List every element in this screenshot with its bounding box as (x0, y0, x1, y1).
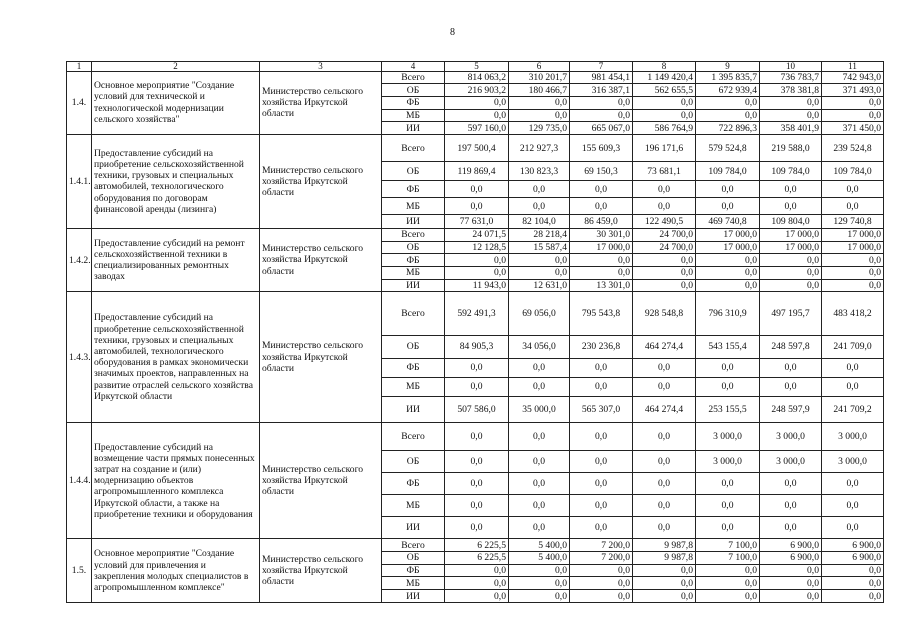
value-cell: 0,0 (760, 254, 822, 267)
section-description: Основное мероприятие "Создание условий для привлечения и закрепления молодых специалистов в агропромышленном комплексе" (92, 539, 260, 603)
funding-source: ФБ (382, 564, 445, 577)
value-cell: 9 987,8 (633, 539, 696, 552)
value-cell: 0,0 (633, 517, 696, 539)
value-cell: 0,0 (570, 181, 633, 198)
value-cell: 109 804,0 (760, 215, 822, 229)
funding-source: МБ (382, 109, 445, 122)
value-cell: 34 056,0 (509, 335, 570, 358)
value-cell: 7 200,0 (570, 552, 633, 565)
section-description: Предоставление субсидий на приобретение сельскохозяйственной техники, грузовых и специальных автомобилей, технологического оборудования в рамках экономически значимых проектов, направленных на развитие отраслей сельского хозяйства Иркутской области (92, 292, 260, 423)
funding-source: ОБ (382, 552, 445, 565)
value-cell: 0,0 (822, 472, 884, 494)
funding-source: Всего (382, 423, 445, 450)
value-cell: 0,0 (696, 564, 760, 577)
value-cell: 24 700,0 (633, 241, 696, 254)
funding-source: ОБ (382, 241, 445, 254)
value-cell: 17 000,0 (696, 228, 760, 241)
funding-source: Всего (382, 539, 445, 552)
value-cell: 241 709,0 (822, 335, 884, 358)
section-code: 1.4. (67, 71, 92, 134)
value-cell: 1 395 835,7 (696, 71, 760, 84)
value-cell: 24 071,5 (445, 228, 509, 241)
value-cell: 0,0 (822, 564, 884, 577)
value-cell: 0,0 (633, 358, 696, 377)
funding-source: МБ (382, 377, 445, 396)
value-cell: 0,0 (445, 472, 509, 494)
value-cell: 3 000,0 (822, 423, 884, 450)
funding-source: ОБ (382, 335, 445, 358)
value-cell: 0,0 (633, 495, 696, 517)
funding-source: ИИ (382, 122, 445, 135)
value-cell: 0,0 (760, 279, 822, 292)
section-description: Предоставление субсидий на ремонт сельскохозяйственной техники в специализированных ремонтных заводах (92, 228, 260, 291)
value-cell: 0,0 (822, 377, 884, 396)
section-responsible: Министерство сельского хозяйства Иркутской области (260, 134, 382, 228)
value-cell: 86 459,0 (570, 215, 633, 229)
value-cell: 0,0 (696, 590, 760, 603)
value-cell: 0,0 (696, 181, 760, 198)
value-cell: 17 000,0 (570, 241, 633, 254)
value-cell: 0,0 (760, 358, 822, 377)
value-cell: 30 301,0 (570, 228, 633, 241)
value-cell: 129 740,8 (822, 215, 884, 229)
value-cell: 6 900,0 (822, 539, 884, 552)
value-cell: 469 740,8 (696, 215, 760, 229)
budget-table (66, 61, 884, 603)
value-cell: 73 681,1 (633, 162, 696, 181)
value-cell: 497 195,7 (760, 292, 822, 335)
header-cell: 4 (382, 62, 445, 72)
value-cell: 981 454,1 (570, 71, 633, 84)
value-cell: 119 869,4 (445, 162, 509, 181)
value-cell: 0,0 (696, 279, 760, 292)
value-cell: 0,0 (445, 495, 509, 517)
table-row (67, 228, 884, 241)
value-cell: 0,0 (445, 450, 509, 472)
value-cell: 69 056,0 (509, 292, 570, 335)
value-cell: 0,0 (570, 266, 633, 279)
funding-source: Всего (382, 71, 445, 84)
value-cell: 0,0 (570, 472, 633, 494)
value-cell: 0,0 (633, 377, 696, 396)
value-cell: 0,0 (696, 358, 760, 377)
value-cell: 6 900,0 (760, 539, 822, 552)
value-cell: 736 783,7 (760, 71, 822, 84)
value-cell: 0,0 (633, 577, 696, 590)
funding-source: Всего (382, 134, 445, 161)
header-cell: 9 (696, 62, 760, 72)
value-cell: 3 000,0 (696, 450, 760, 472)
funding-source: ФБ (382, 254, 445, 267)
value-cell: 216 903,2 (445, 84, 509, 97)
value-cell: 0,0 (570, 254, 633, 267)
funding-source: Всего (382, 228, 445, 241)
value-cell: 0,0 (570, 495, 633, 517)
value-cell: 196 171,6 (633, 134, 696, 161)
value-cell: 0,0 (570, 377, 633, 396)
value-cell: 464 274,4 (633, 396, 696, 422)
value-cell: 241 709,2 (822, 396, 884, 422)
value-cell: 0,0 (445, 590, 509, 603)
value-cell: 0,0 (570, 450, 633, 472)
value-cell: 0,0 (633, 564, 696, 577)
value-cell: 0,0 (633, 181, 696, 198)
section-description: Предоставление субсидий на возмещение части прямых понесенных затрат на создание и (или) модернизацию объектов агропромышленного комплекса Иркутской области, а также на приобретение техники и оборудования (92, 423, 260, 539)
value-cell: 69 150,3 (570, 162, 633, 181)
value-cell: 0,0 (509, 495, 570, 517)
section-description: Предоставление субсидий на приобретение сельскохозяйственной техники, грузовых и специальных автомобилей, технологического оборудования по договорам финансовой аренды (лизинга) (92, 134, 260, 228)
value-cell: 239 524,8 (822, 134, 884, 161)
value-cell: 17 000,0 (696, 241, 760, 254)
value-cell: 230 236,8 (570, 335, 633, 358)
value-cell: 316 387,1 (570, 84, 633, 97)
value-cell: 0,0 (696, 254, 760, 267)
section-responsible: Министерство сельского хозяйства Иркутской области (260, 539, 382, 603)
value-cell: 109 784,0 (696, 162, 760, 181)
funding-source: ИИ (382, 279, 445, 292)
funding-source: МБ (382, 577, 445, 590)
section-responsible: Министерство сельского хозяйства Иркутской области (260, 292, 382, 423)
value-cell: 310 201,7 (509, 71, 570, 84)
header-cell: 5 (445, 62, 509, 72)
value-cell: 0,0 (760, 96, 822, 109)
value-cell: 0,0 (822, 577, 884, 590)
value-cell: 0,0 (633, 279, 696, 292)
value-cell: 0,0 (633, 109, 696, 122)
value-cell: 0,0 (570, 517, 633, 539)
header-cell: 7 (570, 62, 633, 72)
value-cell: 722 896,3 (696, 122, 760, 135)
value-cell: 3 000,0 (696, 423, 760, 450)
value-cell: 742 943,0 (822, 71, 884, 84)
value-cell: 0,0 (509, 577, 570, 590)
header-cell: 11 (822, 62, 884, 72)
value-cell: 0,0 (760, 266, 822, 279)
value-cell: 592 491,3 (445, 292, 509, 335)
value-cell: 0,0 (760, 377, 822, 396)
value-cell: 562 655,5 (633, 84, 696, 97)
value-cell: 35 000,0 (509, 396, 570, 422)
value-cell: 586 764,9 (633, 122, 696, 135)
table-row (67, 71, 884, 84)
value-cell: 7 100,0 (696, 539, 760, 552)
value-cell: 0,0 (445, 517, 509, 539)
funding-source: ФБ (382, 358, 445, 377)
value-cell: 0,0 (822, 517, 884, 539)
value-cell: 9 987,8 (633, 552, 696, 565)
value-cell: 0,0 (570, 198, 633, 215)
value-cell: 672 939,4 (696, 84, 760, 97)
value-cell: 0,0 (509, 254, 570, 267)
funding-source: ФБ (382, 181, 445, 198)
value-cell: 6 225,5 (445, 552, 509, 565)
value-cell: 6 900,0 (760, 552, 822, 565)
value-cell: 0,0 (445, 377, 509, 396)
value-cell: 597 160,0 (445, 122, 509, 135)
value-cell: 109 784,0 (760, 162, 822, 181)
value-cell: 371 450,0 (822, 122, 884, 135)
value-cell: 0,0 (696, 96, 760, 109)
value-cell: 0,0 (633, 254, 696, 267)
value-cell: 197 500,4 (445, 134, 509, 161)
value-cell: 0,0 (509, 423, 570, 450)
value-cell: 77 631,0 (445, 215, 509, 229)
value-cell: 507 586,0 (445, 396, 509, 422)
value-cell: 17 000,0 (822, 228, 884, 241)
funding-source: ОБ (382, 450, 445, 472)
value-cell: 0,0 (509, 472, 570, 494)
value-cell: 0,0 (570, 109, 633, 122)
value-cell: 928 548,8 (633, 292, 696, 335)
section-responsible: Министерство сельского хозяйства Иркутской области (260, 71, 382, 134)
value-cell: 12 128,5 (445, 241, 509, 254)
section-responsible: Министерство сельского хозяйства Иркутской области (260, 423, 382, 539)
value-cell: 0,0 (822, 96, 884, 109)
value-cell: 0,0 (696, 198, 760, 215)
header-cell: 8 (633, 62, 696, 72)
value-cell: 129 735,0 (509, 122, 570, 135)
section-code: 1.4.3. (67, 292, 92, 423)
header-cell: 1 (67, 62, 92, 72)
value-cell: 0,0 (633, 472, 696, 494)
value-cell: 0,0 (696, 109, 760, 122)
section-code: 1.5. (67, 539, 92, 603)
value-cell: 0,0 (696, 266, 760, 279)
funding-source: ИИ (382, 215, 445, 229)
value-cell: 0,0 (509, 450, 570, 472)
value-cell: 219 588,0 (760, 134, 822, 161)
value-cell: 378 381,8 (760, 84, 822, 97)
value-cell: 0,0 (570, 564, 633, 577)
section-code: 1.4.2. (67, 228, 92, 291)
value-cell: 0,0 (633, 423, 696, 450)
value-cell: 155 609,3 (570, 134, 633, 161)
value-cell: 0,0 (445, 254, 509, 267)
value-cell: 0,0 (696, 495, 760, 517)
value-cell: 11 943,0 (445, 279, 509, 292)
header-cell: 3 (260, 62, 382, 72)
value-cell: 248 597,9 (760, 396, 822, 422)
value-cell: 0,0 (696, 577, 760, 590)
value-cell: 0,0 (760, 198, 822, 215)
value-cell: 122 490,5 (633, 215, 696, 229)
value-cell: 0,0 (509, 96, 570, 109)
value-cell: 0,0 (509, 564, 570, 577)
value-cell: 796 310,9 (696, 292, 760, 335)
value-cell: 0,0 (822, 198, 884, 215)
value-cell: 565 307,0 (570, 396, 633, 422)
funding-source: МБ (382, 198, 445, 215)
value-cell: 0,0 (445, 564, 509, 577)
table-row (67, 423, 884, 450)
value-cell: 0,0 (445, 181, 509, 198)
value-cell: 0,0 (696, 377, 760, 396)
value-cell: 0,0 (570, 590, 633, 603)
section-responsible: Министерство сельского хозяйства Иркутской области (260, 228, 382, 291)
value-cell: 0,0 (445, 358, 509, 377)
funding-source: ИИ (382, 590, 445, 603)
value-cell: 3 000,0 (822, 450, 884, 472)
value-cell: 0,0 (696, 472, 760, 494)
value-cell: 0,0 (822, 279, 884, 292)
header-row (67, 62, 884, 72)
funding-source: ИИ (382, 517, 445, 539)
value-cell: 579 524,8 (696, 134, 760, 161)
value-cell: 109 784,0 (822, 162, 884, 181)
value-cell: 17 000,0 (760, 228, 822, 241)
value-cell: 5 400,0 (509, 539, 570, 552)
value-cell: 0,0 (760, 472, 822, 494)
value-cell: 543 155,4 (696, 335, 760, 358)
funding-source: ИИ (382, 396, 445, 422)
value-cell: 3 000,0 (760, 423, 822, 450)
value-cell: 0,0 (445, 96, 509, 109)
value-cell: 665 067,0 (570, 122, 633, 135)
value-cell: 483 418,2 (822, 292, 884, 335)
funding-source: МБ (382, 495, 445, 517)
value-cell: 0,0 (633, 266, 696, 279)
value-cell: 0,0 (633, 198, 696, 215)
value-cell: 84 905,3 (445, 335, 509, 358)
value-cell: 253 155,5 (696, 396, 760, 422)
header-cell: 2 (92, 62, 260, 72)
funding-source: ОБ (382, 162, 445, 181)
value-cell: 0,0 (760, 181, 822, 198)
funding-source: ФБ (382, 472, 445, 494)
value-cell: 0,0 (822, 266, 884, 279)
section-description: Основное мероприятие "Создание условий для технической и технологической модернизации сельского хозяйства" (92, 71, 260, 134)
value-cell: 130 823,3 (509, 162, 570, 181)
value-cell: 0,0 (445, 577, 509, 590)
value-cell: 0,0 (822, 495, 884, 517)
value-cell: 6 900,0 (822, 552, 884, 565)
table-row (67, 539, 884, 552)
value-cell: 7 200,0 (570, 539, 633, 552)
value-cell: 0,0 (633, 590, 696, 603)
value-cell: 180 466,7 (509, 84, 570, 97)
value-cell: 0,0 (822, 109, 884, 122)
value-cell: 0,0 (570, 96, 633, 109)
value-cell: 0,0 (633, 450, 696, 472)
value-cell: 0,0 (570, 358, 633, 377)
value-cell: 0,0 (822, 181, 884, 198)
table-row (67, 292, 884, 335)
value-cell: 7 100,0 (696, 552, 760, 565)
value-cell: 0,0 (509, 109, 570, 122)
value-cell: 1 149 420,4 (633, 71, 696, 84)
value-cell: 0,0 (822, 254, 884, 267)
value-cell: 6 225,5 (445, 539, 509, 552)
value-cell: 0,0 (445, 109, 509, 122)
value-cell: 0,0 (760, 495, 822, 517)
table-row (67, 134, 884, 161)
funding-source: ОБ (382, 84, 445, 97)
value-cell: 24 700,0 (633, 228, 696, 241)
value-cell: 17 000,0 (760, 241, 822, 254)
value-cell: 0,0 (760, 564, 822, 577)
value-cell: 0,0 (822, 590, 884, 603)
value-cell: 248 597,8 (760, 335, 822, 358)
value-cell: 12 631,0 (509, 279, 570, 292)
value-cell: 5 400,0 (509, 552, 570, 565)
value-cell: 17 000,0 (822, 241, 884, 254)
funding-source: Всего (382, 292, 445, 335)
value-cell: 0,0 (509, 181, 570, 198)
section-code: 1.4.1. (67, 134, 92, 228)
value-cell: 0,0 (633, 96, 696, 109)
section-code: 1.4.4. (67, 423, 92, 539)
value-cell: 0,0 (509, 358, 570, 377)
page-number: 8 (450, 27, 455, 38)
value-cell: 0,0 (445, 198, 509, 215)
value-cell: 0,0 (760, 109, 822, 122)
value-cell: 0,0 (760, 590, 822, 603)
value-cell: 371 493,0 (822, 84, 884, 97)
value-cell: 0,0 (509, 517, 570, 539)
funding-source: МБ (382, 266, 445, 279)
value-cell: 13 301,0 (570, 279, 633, 292)
value-cell: 0,0 (822, 358, 884, 377)
header-cell: 10 (760, 62, 822, 72)
value-cell: 0,0 (509, 198, 570, 215)
value-cell: 0,0 (570, 577, 633, 590)
value-cell: 15 587,4 (509, 241, 570, 254)
funding-source: ФБ (382, 96, 445, 109)
value-cell: 0,0 (445, 423, 509, 450)
value-cell: 0,0 (570, 423, 633, 450)
header-cell: 6 (509, 62, 570, 72)
value-cell: 0,0 (760, 577, 822, 590)
value-cell: 0,0 (760, 517, 822, 539)
value-cell: 212 927,3 (509, 134, 570, 161)
value-cell: 82 104,0 (509, 215, 570, 229)
value-cell: 795 543,8 (570, 292, 633, 335)
value-cell: 0,0 (509, 266, 570, 279)
value-cell: 0,0 (445, 266, 509, 279)
value-cell: 0,0 (696, 517, 760, 539)
value-cell: 3 000,0 (760, 450, 822, 472)
value-cell: 0,0 (509, 590, 570, 603)
value-cell: 464 274,4 (633, 335, 696, 358)
value-cell: 358 401,9 (760, 122, 822, 135)
value-cell: 0,0 (509, 377, 570, 396)
value-cell: 814 063,2 (445, 71, 509, 84)
value-cell: 28 218,4 (509, 228, 570, 241)
